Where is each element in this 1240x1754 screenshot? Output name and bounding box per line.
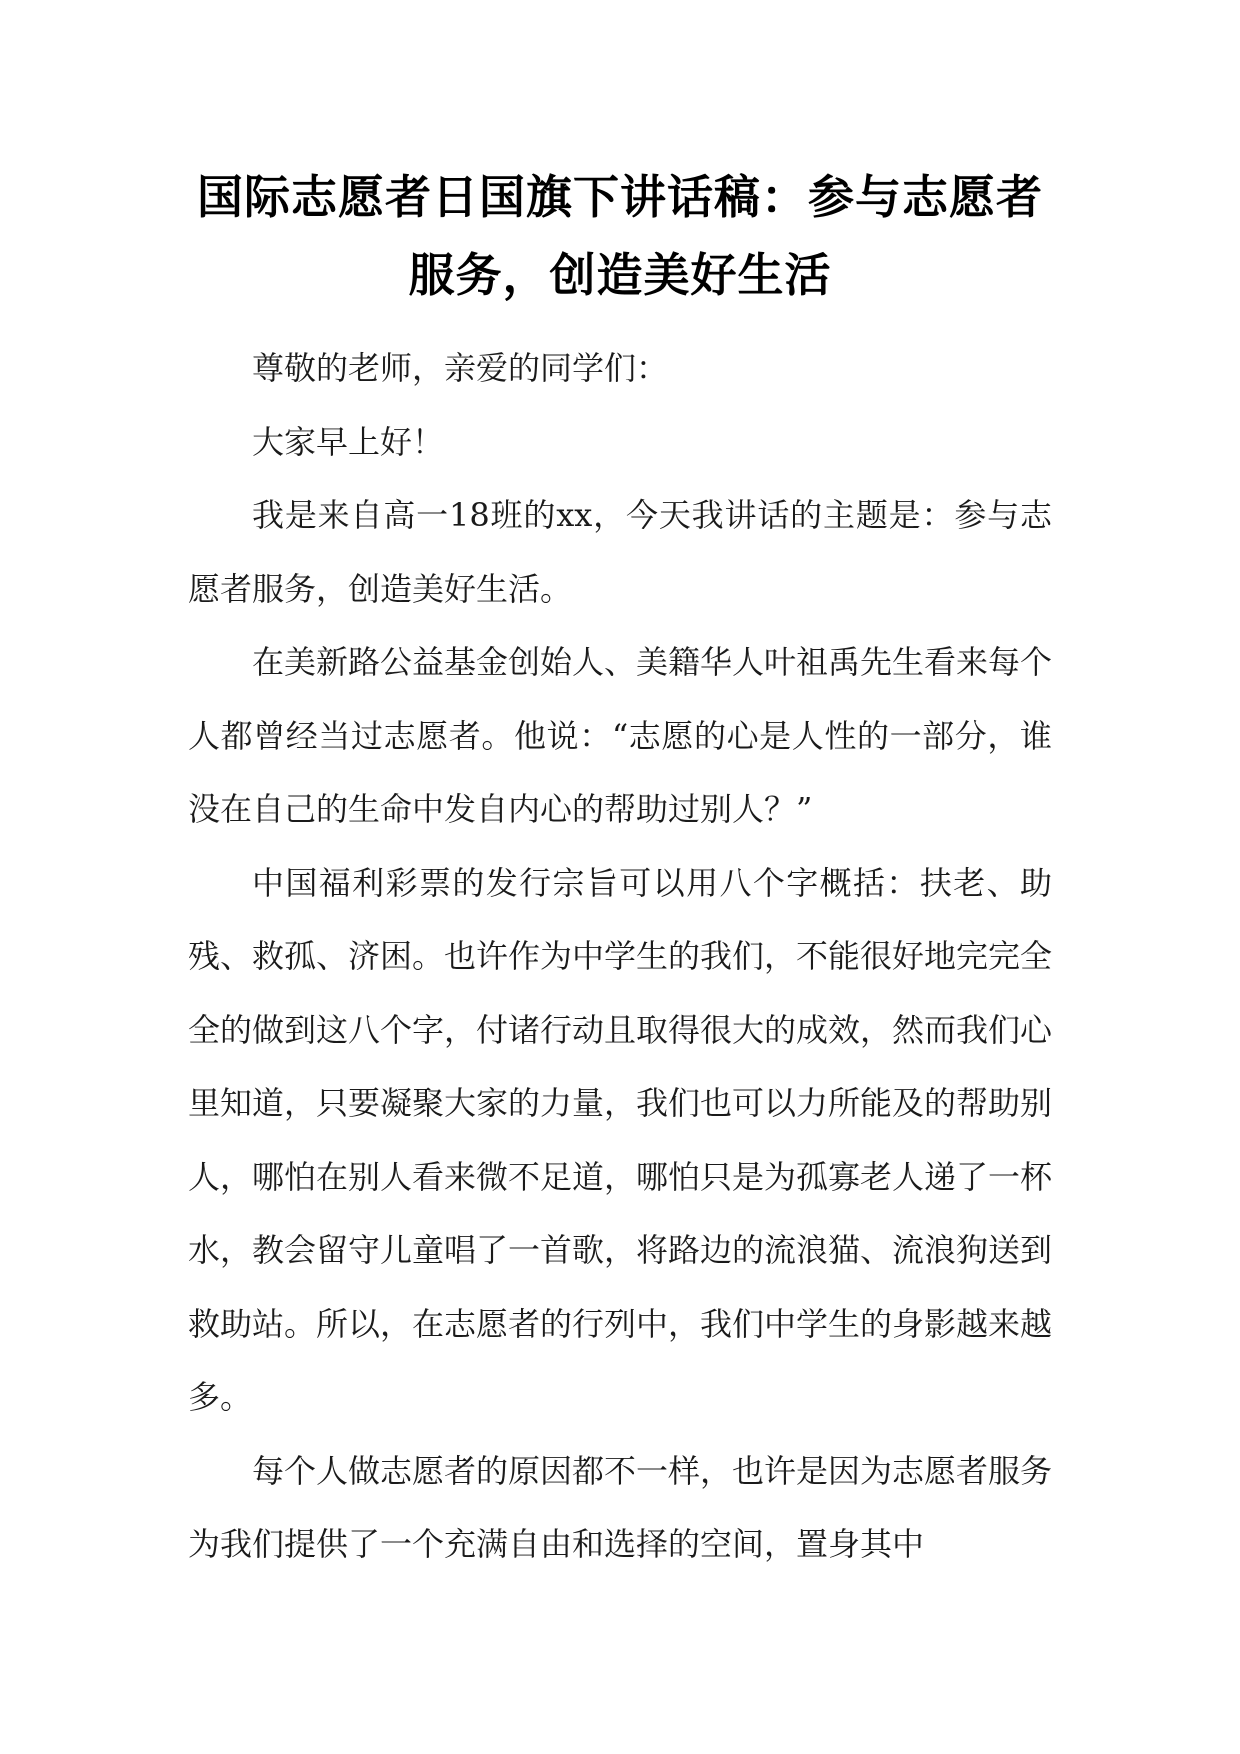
introduction-paragraph: 我是来自高一18班的xx，今天我讲话的主题是：参与志愿者服务，创造美好生活。 xyxy=(188,496,1052,608)
greeting-paragraph: 大家早上好！ xyxy=(252,422,445,461)
document-body xyxy=(188,332,1052,1582)
quote-paragraph: 在美新路公益基金创始人、美籍华人叶祖禹先生看来每个人都曾经当过志愿者。他说：“志愿的心是人性的一部分，谁没在自己的生命中发自内心的帮助过别人？” xyxy=(188,643,1053,828)
volunteer-reasons-paragraph: 每个人做志愿者的原因都不一样，也许是因为志愿者服务为我们提供了一个充满自由和选择的空间，置身其中 xyxy=(188,1451,1053,1563)
document-title: 国际志愿者日国旗下讲话稿：参与志愿者服务，创造美好生活 xyxy=(197,170,1043,302)
salutation-paragraph: 尊敬的老师，亲爱的同学们： xyxy=(252,349,669,387)
welfare-lottery-paragraph: 中国福利彩票的发行宗旨可以用八个字概括：扶老、助残、救孤、济困。也许作为中学生的我们，不能很好地完完全全的做到这八个字，付诸行动且取得很大的成效，然而我们心里知道，只要凝聚大家的力量，我们也可以力所能及的帮助别人，哪怕在别人看来微不足道，哪怕只是为孤寡老人递了一杯水，教会留守儿童唱了一首歌，将路边的流浪猫、流浪狗送到救助站。所以，在志愿者的行列中，我们中学生的身影越来越多。 xyxy=(188,863,1053,1416)
